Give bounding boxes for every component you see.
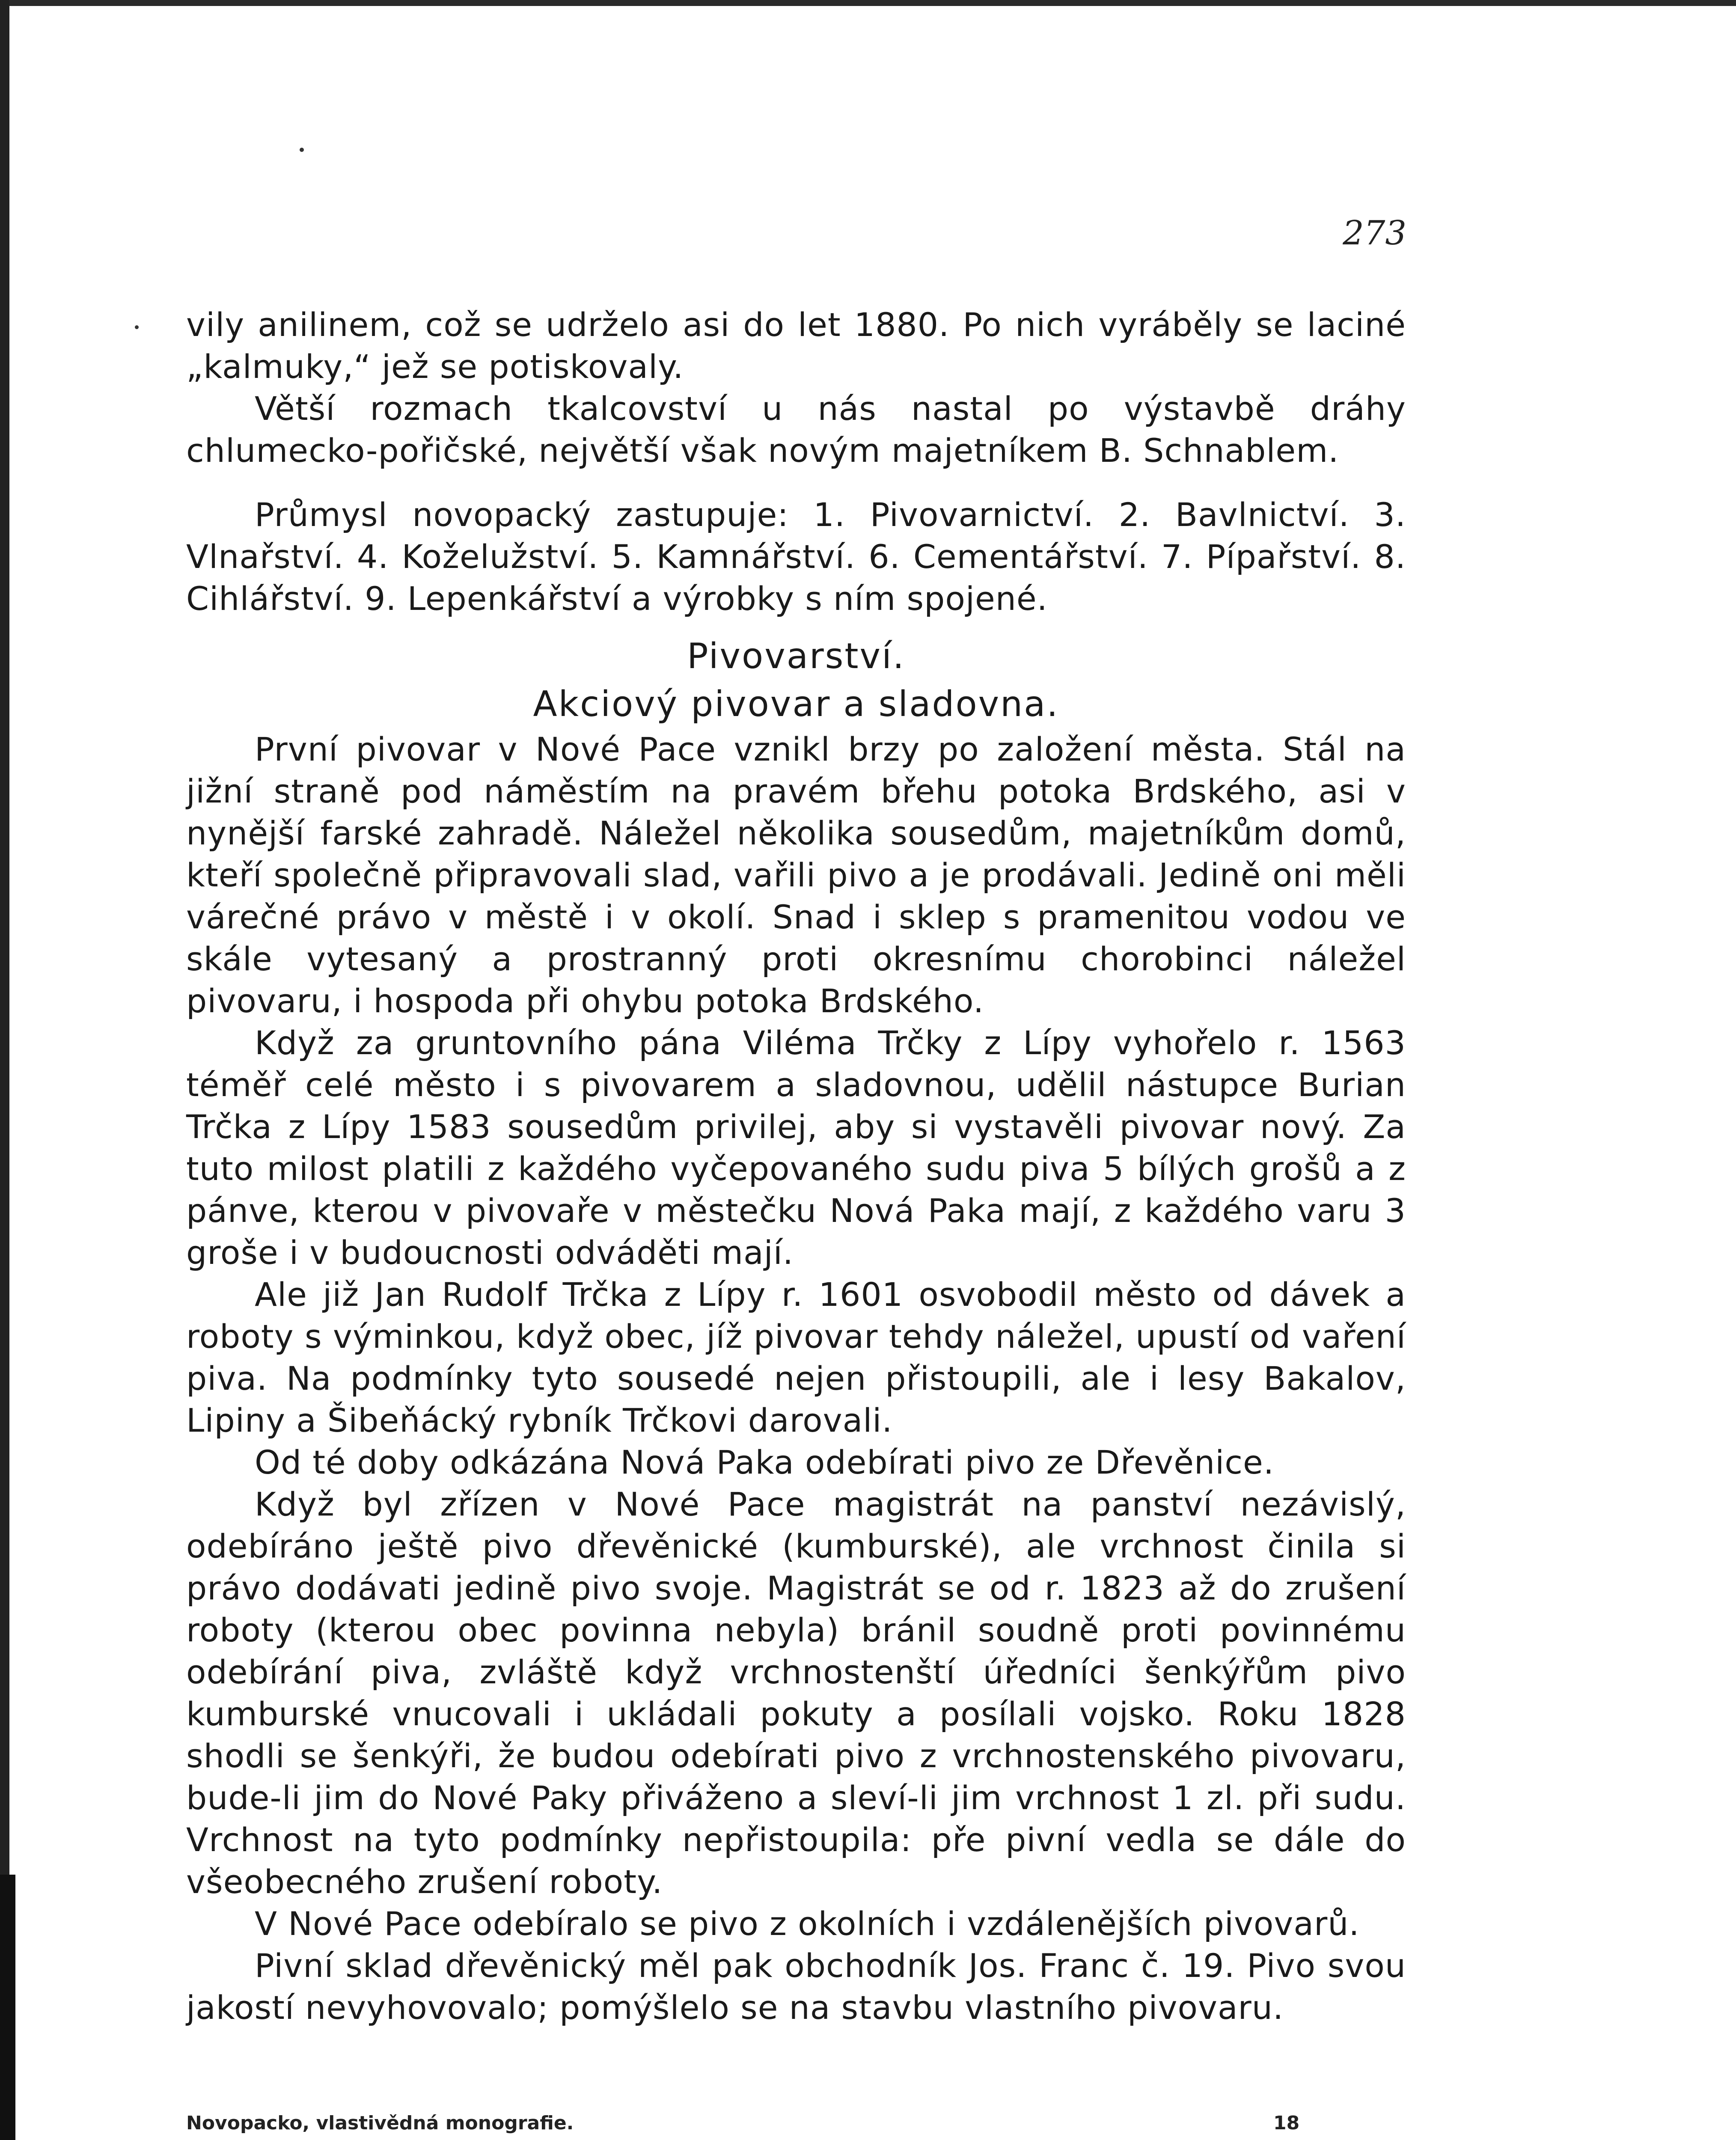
paragraph: Pivní sklad dřevěnický měl pak obchodník Jos. Franc č. 19. Pivo svou jakostí nevyhovovalo; pomýšlelo se na stavbu vlastního pivovaru. — [186, 1947, 1406, 2027]
scan-speck — [135, 325, 139, 329]
main-text — [186, 304, 1406, 2029]
scan-left-edge — [0, 0, 9, 2140]
paragraph: Ale již Jan Rudolf Trčka z Lípy r. 1601 osvobodil město od dávek a roboty s výminkou, když obec, jíž pivovar tehdy náležel, upustí od vaření piva. Na podmínky tyto sousedé nejen přistoupili, ale i lesy Bakalov, Lipiny a Šibeňácký rybník Trčkovi darovali. — [186, 1275, 1406, 1439]
paragraph: Větší rozmach tkalcovství u nás nastal po výstavbě dráhy chlumecko-pořičské, největší však novým majetníkem B. Schnablem. — [186, 389, 1406, 470]
footer-title: Novopacko, vlastivědná monografie. — [186, 2112, 574, 2134]
paragraph: V Nové Pace odebíralo se pivo z okolních i vzdálenějších pivovarů. — [255, 1905, 1360, 1943]
section-subheading: Akciový pivovar a sladovna. — [533, 684, 1059, 725]
spacer — [186, 472, 1406, 494]
industry-paragraph: Průmysl novopacký zastupuje: 1. Pivovarnictví. 2. Bavlnictví. 3. Vlnařství. 4. Koželužství. 5. Kamnářství. 6. Cementářství. 7. Pípařství. 8. Cihlářství. 9. Lepenkářství a výrobky s ním spojené. — [186, 496, 1406, 618]
paragraph: vily anilinem, což se udrželo asi do let 1880. Po nich vyráběly se laciné „kalmuky,“ jež se potiskovaly. — [186, 306, 1406, 386]
scan-top-edge — [0, 0, 1736, 6]
scan-speck — [300, 148, 304, 152]
paragraph: První pivovar v Nové Pace vznikl brzy po založení města. Stál na jižní straně pod náměstím na pravém břehu potoka Brdského, asi v nynější farské zahradě. Náležel několika sousedům, majetníkům domů, kteří společně připravovali slad, vařili pivo a je prodávali. Jedině oni měli várečné právo v městě i v okolí. Snad i sklep s pramenitou vodou ve skále vytesaný a prostranný proti okresnímu chorobinci náležel pivovaru, i hospoda při ohybu potoka Brdského. — [186, 730, 1406, 1020]
section-heading: Pivovarství. — [687, 636, 905, 677]
paragraph: Když byl zřízen v Nové Pace magistrát na panství nezávislý, odebíráno ještě pivo dřevěnické (kumburské), ale vrchnost činila si právo dodávati jedině pivo svoje. Magistrát se od r. 1823 až do zrušení roboty (kterou obec povinna nebyla) bránil soudně proti povinnému odebírání piva, zvláště když vrchnostenští úředníci šenkýřům pivo kumburské vnucovali i ukládali pokuty a posílali vojsko. Roku 1828 shodli se šenkýři, že budou odebírati pivo z vrchnostenského pivovaru, bude-li jim do Nové Paky přiváženo a sleví-li jim vrchnost 1 zl. při sudu. Vrchnost na tyto podmínky nepřistoupila: pře pivní vedla se dále do všeobecného zrušení roboty. — [186, 1485, 1406, 1901]
paragraph: Od té doby odkázána Nová Paka odebírati pivo ze Dřevěnice. — [255, 1443, 1274, 1481]
scan-left-edge-dark — [0, 1875, 15, 2140]
footer-signature: 18 — [1273, 2112, 1300, 2134]
paragraph: Když za gruntovního pána Viléma Trčky z Lípy vyhořelo r. 1563 téměř celé město i s pivovarem a sladovnou, udělil nástupce Burian Trčka z Lípy 1583 sousedům privilej, aby si vystavěli pivovar nový. Za tuto milost platili z každého vyčepovaného sudu piva 5 bílých grošů a z pánve, kterou v pivovaře v městečku Nová Paka mají, z každého varu 3 groše i v budoucnosti odváděti mají. — [186, 1024, 1406, 1272]
page-number: 273 — [1343, 214, 1406, 253]
